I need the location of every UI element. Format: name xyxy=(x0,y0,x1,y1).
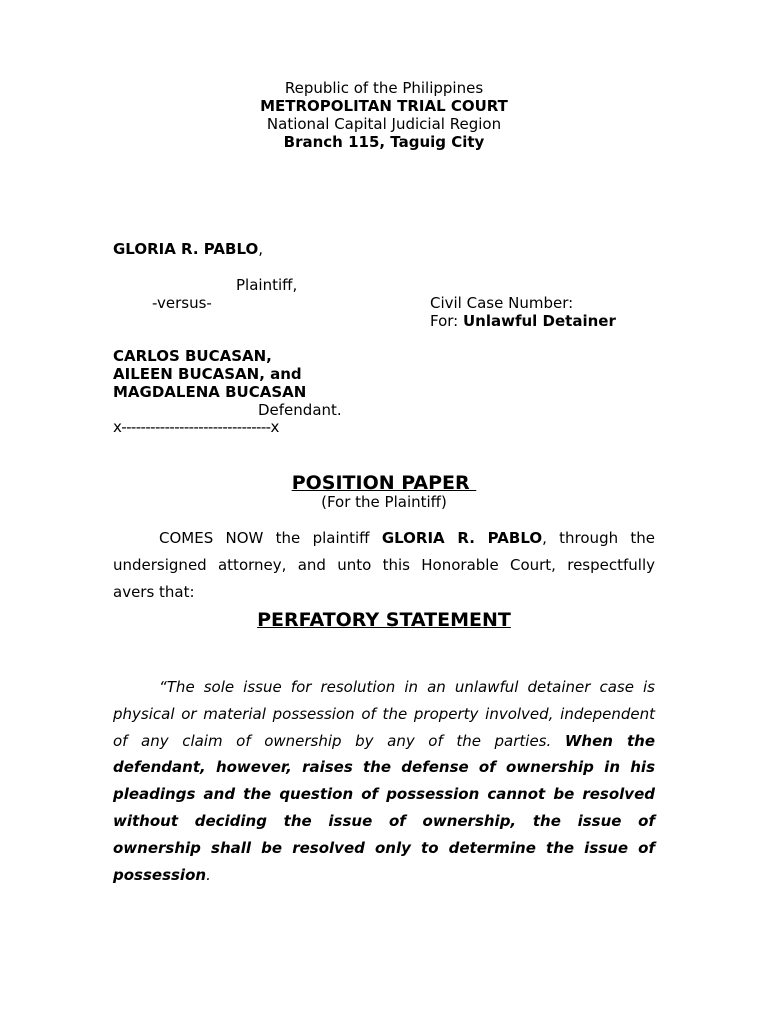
case-number-label: Civil Case Number: xyxy=(430,294,574,312)
quote-end: . xyxy=(206,865,211,884)
court-branch: Branch 115, Taguig City xyxy=(283,133,485,151)
intro-text-1: COMES NOW the plaintiff xyxy=(159,529,382,547)
quote-bold-text: When the defendant, however, raises the defense of ownership in his pleadings and the question of possession cannot be resolved without deciding the issue of ownership, the issue of ownership shall be resolved only to determine the issue of possession xyxy=(113,731,655,884)
intro-text-2: , through the undersigned attorney, and unto this Honorable Court, respectfully avers that: xyxy=(113,529,655,601)
intro-paragraph xyxy=(113,525,655,605)
intro-plaintiff-name: GLORIA R. PABLO xyxy=(381,529,543,547)
defendant-name-3: MAGDALENA BUCASAN xyxy=(113,383,307,401)
plaintiff-name: GLORIA R. PABLO xyxy=(113,240,259,258)
section-heading: PERFATORY STATEMENT xyxy=(257,609,511,631)
case-type-value: Unlawful Detainer xyxy=(463,312,616,330)
plaintiff-label: Plaintiff, xyxy=(236,276,298,294)
document-subtitle: (For the Plaintiff) xyxy=(321,493,447,511)
court-region: National Capital Judicial Region xyxy=(266,115,502,133)
defendant-name-1: CARLOS BUCASAN, xyxy=(113,347,272,365)
defendant-name-2: AILEEN BUCASAN, and xyxy=(113,365,302,383)
plaintiff-line xyxy=(113,240,263,258)
plaintiff-comma: , xyxy=(258,240,264,258)
court-republic: Republic of the Philippines xyxy=(284,79,484,97)
case-type-label: For: xyxy=(430,312,463,330)
versus-label: -versus- xyxy=(152,294,212,312)
quote-paragraph xyxy=(113,674,655,888)
quote-text-1: “The sole issue for resolution in an unlawful detainer case is physical or material possession of the property involved, independent of any claim of ownership by any of the parties. xyxy=(113,678,655,750)
case-type-line xyxy=(430,312,616,330)
court-name: METROPOLITAN TRIAL COURT xyxy=(260,97,508,115)
defendant-label: Defendant. xyxy=(258,401,342,419)
caption-separator: x-------------------------------x xyxy=(113,418,279,436)
document-title: POSITION PAPER xyxy=(291,472,477,494)
